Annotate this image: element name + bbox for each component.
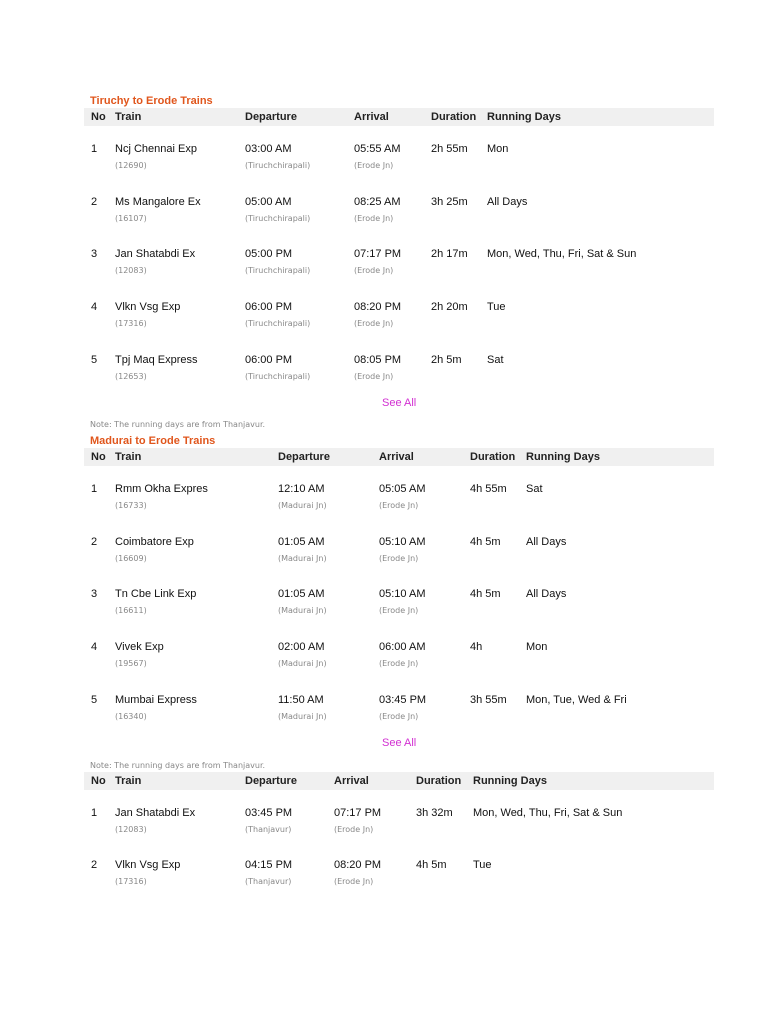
duration: 4h 5m — [470, 588, 501, 601]
arrival-time: 08:25 AM — [354, 195, 401, 208]
arrival-time: 03:45 PM — [379, 693, 427, 706]
arrival-station: (Erode Jn) — [334, 825, 374, 834]
departure-station: (Thanjavur) — [245, 825, 292, 834]
col-duration-header: Duration — [470, 451, 516, 463]
departure-station: (Thanjavur) — [245, 877, 292, 887]
departure-time: 01:05 AM — [278, 588, 325, 601]
departure-station: (Madurai Jn) — [278, 711, 327, 721]
arrival-station: (Erode Jn) — [334, 877, 374, 887]
train-number: (19567) — [115, 659, 147, 669]
col-train-header: Train — [115, 451, 142, 463]
train-name: Vivek Exp — [115, 641, 164, 654]
train-number: (16611) — [115, 606, 147, 616]
col-train-header: Train — [115, 111, 142, 123]
train-number: (12690) — [115, 161, 147, 170]
departure-time: 02:00 AM — [278, 641, 325, 654]
duration: 2h 5m — [431, 353, 462, 366]
col-no-header: No — [91, 775, 106, 787]
row-number: 3 — [91, 248, 98, 261]
arrival-station: (Erode Jn) — [379, 501, 419, 510]
train-name: Jan Shatabdi Ex — [115, 807, 196, 819]
running-days: Mon, Tue, Wed & Fri — [526, 693, 627, 706]
arrival-time: 06:00 AM — [379, 641, 426, 654]
section-title: Madurai to Erode Trains — [90, 435, 216, 447]
departure-station: (Tiruchchirapali) — [245, 161, 311, 170]
row-number: 1 — [91, 807, 98, 819]
running-days: Mon — [526, 641, 548, 654]
see-all-link[interactable]: See All — [382, 397, 417, 409]
train-number: (16107) — [115, 213, 147, 223]
train-number: (16733) — [115, 501, 147, 510]
row-number: 4 — [91, 301, 98, 314]
train-number: (12083) — [115, 266, 147, 276]
arrival-time: 05:10 AM — [379, 588, 426, 601]
col-train-header: Train — [115, 775, 142, 787]
train-name: Ncj Chennai Exp — [115, 143, 197, 155]
train-number: (12083) — [115, 825, 147, 834]
running-days-note: Note: The running days are from Thanjavur. — [90, 420, 266, 429]
running-days: Mon, Wed, Thu, Fri, Sat & Sun — [473, 807, 623, 819]
departure-time: 11:50 AM — [278, 693, 324, 706]
departure-time: 03:45 PM — [245, 807, 293, 819]
row-number: 1 — [91, 143, 98, 155]
duration: 4h 5m — [470, 535, 501, 548]
arrival-time: 05:10 AM — [379, 535, 426, 548]
section-title: Tiruchy to Erode Trains — [90, 95, 213, 107]
col-arrival-header: Arrival — [379, 451, 414, 463]
train-number: (17316) — [115, 877, 147, 887]
departure-time: 03:00 AM — [245, 143, 292, 155]
train-number: (16609) — [115, 553, 147, 563]
train-name: Ms Mangalore Ex — [115, 195, 201, 208]
departure-time: 05:00 PM — [245, 248, 293, 261]
departure-station: (Tiruchchirapali) — [245, 266, 311, 276]
arrival-time: 07:17 PM — [334, 807, 382, 819]
running-days: Mon, Wed, Thu, Fri, Sat & Sun — [487, 248, 637, 261]
arrival-station: (Erode Jn) — [379, 659, 419, 669]
arrival-time: 05:55 AM — [354, 143, 401, 155]
duration: 3h 25m — [431, 195, 468, 208]
train-name: Tpj Maq Express — [115, 353, 198, 366]
departure-time: 06:00 PM — [245, 353, 293, 366]
arrival-time: 08:20 PM — [354, 301, 402, 314]
train-number: (12653) — [115, 371, 147, 381]
running-days: Sat — [526, 483, 543, 495]
departure-time: 12:10 AM — [278, 483, 325, 495]
row-number: 2 — [91, 535, 98, 548]
arrival-time: 08:05 PM — [354, 353, 402, 366]
duration: 4h — [470, 641, 483, 654]
row-number: 5 — [91, 353, 98, 366]
arrival-time: 05:05 AM — [379, 483, 426, 495]
col-running-days-header: Running Days — [487, 111, 561, 123]
departure-station: (Madurai Jn) — [278, 501, 327, 510]
departure-station: (Madurai Jn) — [278, 606, 327, 616]
col-running-days-header: Running Days — [473, 775, 547, 787]
arrival-station: (Erode Jn) — [354, 319, 394, 329]
running-days: All Days — [487, 195, 528, 208]
col-arrival-header: Arrival — [334, 775, 369, 787]
train-name: Jan Shatabdi Ex — [115, 248, 196, 261]
running-days: All Days — [526, 588, 567, 601]
duration: 4h 5m — [416, 859, 447, 872]
train-name: Mumbai Express — [115, 693, 197, 706]
arrival-station: (Erode Jn) — [354, 161, 394, 170]
row-number: 2 — [91, 195, 98, 208]
arrival-station: (Erode Jn) — [354, 371, 394, 381]
col-running-days-header: Running Days — [526, 451, 600, 463]
departure-time: 04:15 PM — [245, 859, 293, 872]
duration: 3h 55m — [470, 693, 507, 706]
row-number: 2 — [91, 859, 98, 872]
departure-station: (Tiruchchirapali) — [245, 213, 311, 223]
arrival-time: 08:20 PM — [334, 859, 382, 872]
train-number: (16340) — [115, 711, 147, 721]
duration: 2h 55m — [431, 143, 468, 155]
duration: 2h 17m — [431, 248, 468, 261]
col-arrival-header: Arrival — [354, 111, 389, 123]
row-number: 3 — [91, 588, 98, 601]
table-header-row — [84, 772, 714, 790]
arrival-station: (Erode Jn) — [379, 606, 419, 616]
row-number: 1 — [91, 483, 98, 495]
col-duration-header: Duration — [431, 111, 477, 123]
running-days: Sat — [487, 353, 504, 366]
running-days: Tue — [487, 301, 506, 314]
train-name: Vlkn Vsg Exp — [115, 859, 181, 872]
duration: 4h 55m — [470, 483, 507, 495]
running-days: Tue — [473, 859, 492, 872]
col-no-header: No — [91, 111, 106, 123]
duration: 2h 20m — [431, 301, 468, 314]
see-all-link[interactable]: See All — [382, 737, 417, 749]
arrival-station: (Erode Jn) — [354, 266, 394, 276]
running-days: All Days — [526, 535, 567, 548]
departure-time: 01:05 AM — [278, 535, 325, 548]
running-days: Mon — [487, 143, 509, 155]
col-departure-header: Departure — [245, 111, 297, 123]
train-number: (17316) — [115, 319, 147, 329]
arrival-station: (Erode Jn) — [379, 711, 419, 721]
arrival-station: (Erode Jn) — [354, 213, 394, 223]
arrival-station: (Erode Jn) — [379, 553, 419, 563]
table-header-row — [84, 108, 714, 126]
departure-station: (Madurai Jn) — [278, 659, 327, 669]
departure-station: (Madurai Jn) — [278, 553, 327, 563]
departure-time: 05:00 AM — [245, 195, 292, 208]
row-number: 4 — [91, 641, 98, 654]
departure-station: (Tiruchchirapali) — [245, 371, 311, 381]
col-no-header: No — [91, 451, 106, 463]
row-number: 5 — [91, 693, 98, 706]
departure-time: 06:00 PM — [245, 301, 293, 314]
departure-station: (Tiruchchirapali) — [245, 319, 311, 329]
train-name: Tn Cbe Link Exp — [115, 588, 197, 601]
col-departure-header: Departure — [278, 451, 330, 463]
arrival-time: 07:17 PM — [354, 248, 402, 261]
train-name: Vlkn Vsg Exp — [115, 301, 181, 314]
train-name: Coimbatore Exp — [115, 535, 194, 548]
duration: 3h 32m — [416, 807, 453, 819]
col-departure-header: Departure — [245, 775, 297, 787]
running-days-note: Note: The running days are from Thanjavur. — [90, 761, 266, 770]
train-name: Rmm Okha Expres — [115, 483, 208, 495]
table-header-row — [84, 448, 714, 466]
col-duration-header: Duration — [416, 775, 462, 787]
